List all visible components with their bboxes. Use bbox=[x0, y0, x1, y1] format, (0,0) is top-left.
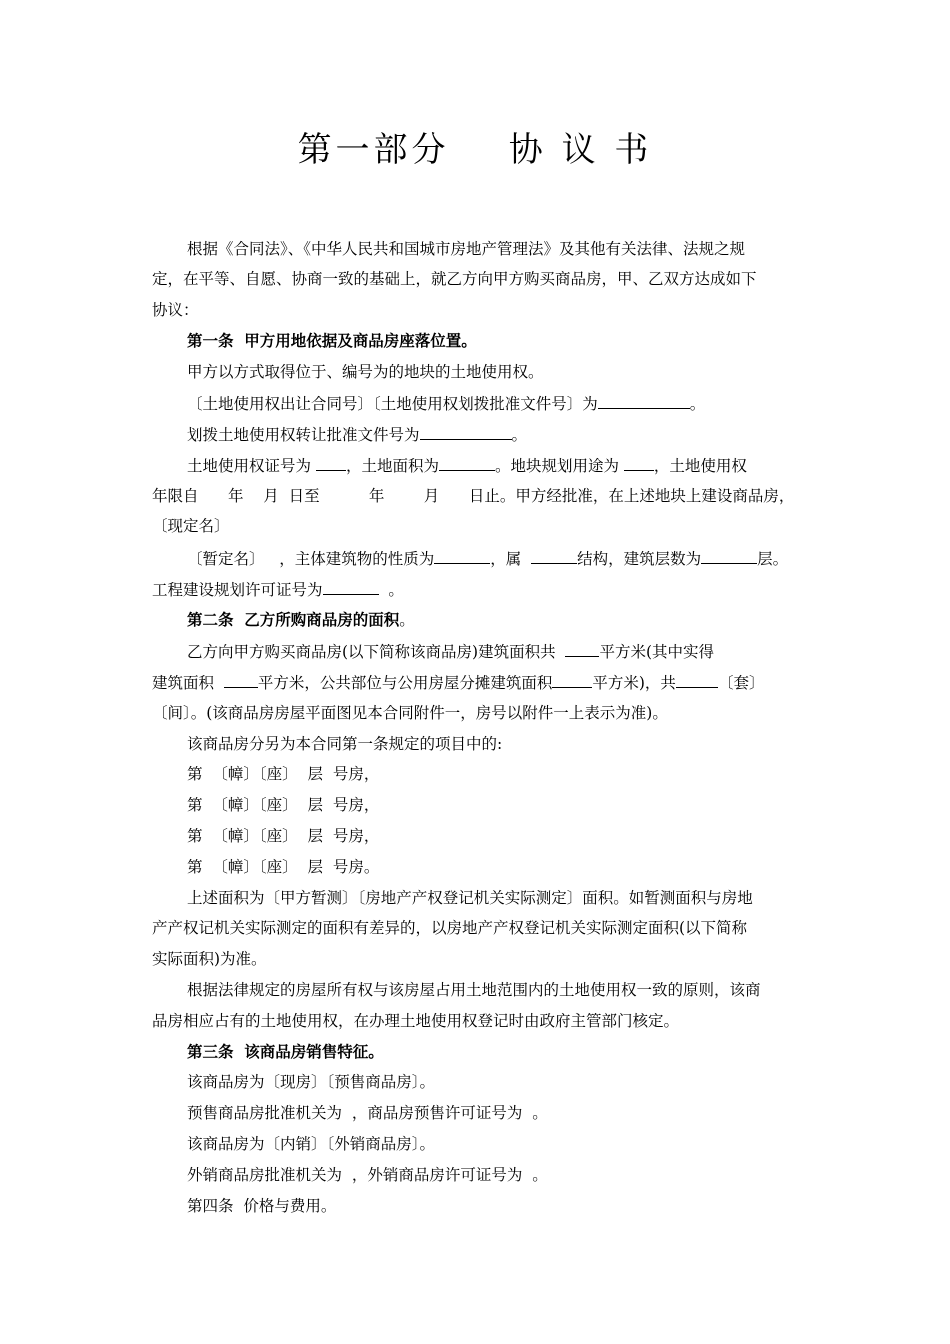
fill-blank bbox=[624, 455, 654, 471]
article-2-heading: 第二条 乙方所购商品房的面积。 bbox=[187, 611, 415, 629]
fill-blank bbox=[701, 548, 757, 564]
area-paragraph-line-1: 上述面积为〔甲方暂测〕〔房地产产权登记机关实际测定〕面积。如暂测面积与房地 bbox=[187, 889, 753, 907]
fill-blank bbox=[598, 393, 690, 409]
article-3-line-3: 该商品房为〔内销〕〔外销商品房〕。 bbox=[187, 1135, 436, 1153]
fill-blank bbox=[552, 672, 592, 688]
unit-line: 第 〔幛〕〔座〕 层 号房， bbox=[187, 765, 380, 783]
article-2-line-2: 建筑面积 平方米，公共部位与公用房屋分摊建筑面积 平方米)，共 〔套〕 bbox=[152, 674, 765, 692]
intro-line-2: 定，在平等、自愿、协商一致的基础上，就乙方向甲方购买商品房，甲、乙双方达成如下 bbox=[152, 270, 757, 288]
article-1-line-8: 工程建设规划许可证号为 。 bbox=[152, 581, 404, 599]
land-paragraph-line-2: 品房相应占有的土地使用权，在办理土地使用权登记时由政府主管部门核定。 bbox=[152, 1012, 680, 1030]
fill-blank bbox=[565, 641, 599, 657]
article-1-heading: 第一条 甲方用地依据及商品房座落位置。 bbox=[187, 332, 477, 350]
article-1-line-4: 土地使用权证号为 ，土地面积为 。地块规划用途为 ，土地使用权 bbox=[187, 457, 747, 475]
article-3-line-2: 预售商品房批准机关为 ，商品房预售许可证号为 。 bbox=[187, 1104, 548, 1122]
article-1-line-2: 〔土地使用权出让合同号〕〔土地使用权划拨批准文件号〕为 。 bbox=[187, 395, 706, 413]
intro-line-1: 根据《合同法》、《中华人民共和国城市房地产管理法》及其他有关法律、法规之规 bbox=[187, 240, 746, 258]
unit-line: 第 〔幛〕〔座〕 层 号房， bbox=[187, 827, 380, 845]
fill-blank bbox=[420, 424, 512, 440]
article-1-line-6: 〔现定名〕 bbox=[152, 517, 230, 535]
intro-line-3: 协议： bbox=[152, 301, 199, 319]
unit-line: 第 〔幛〕〔座〕 层 号房， bbox=[187, 796, 380, 814]
fill-blank bbox=[224, 672, 258, 688]
article-3-heading: 第三条 该商品房销售特征。 bbox=[187, 1043, 384, 1061]
unit-line: 第 〔幛〕〔座〕 层 号房。 bbox=[187, 858, 380, 876]
article-3-line-1: 该商品房为〔现房〕〔预售商品房〕。 bbox=[187, 1073, 436, 1091]
article-1-line-3: 划拨土地使用权转让批准文件号为 。 bbox=[187, 426, 528, 444]
article-2-line-4: 该商品房分另为本合同第一条规定的项目中的: bbox=[187, 735, 503, 753]
article-2-line-1: 乙方向甲方购买商品房(以下简称该商品房)建筑面积共 平方米(其中实得 bbox=[187, 643, 715, 661]
fill-blank bbox=[316, 455, 346, 471]
area-paragraph-line-2: 产产权记机关实际测定的面积有差异的，以房地产产权登记机关实际测定面积(以下简称 bbox=[152, 919, 748, 937]
article-1-line-1: 甲方以方式取得位于、编号为的地块的土地使用权。 bbox=[187, 363, 544, 381]
article-4-heading: 第四条 价格与费用。 bbox=[187, 1197, 337, 1215]
page-title: 第一部分 协 议 书 bbox=[297, 130, 653, 170]
article-1-line-7: 〔暂定名〕 ，主体建筑物的性质为 ，属 结构，建筑层数为 层。 bbox=[187, 550, 789, 568]
article-1-line-5: 年限自 年 月 日至 年 月 日止。甲方经批准，在上述地块上建设商品房， bbox=[152, 487, 795, 505]
article-3-line-4: 外销商品房批准机关为 ，外销商品房许可证号为 。 bbox=[187, 1166, 548, 1184]
article-2-line-3: 〔间〕。(该商品房房屋平面图见本合同附件一，房号以附件一上表示为准)。 bbox=[152, 704, 668, 722]
area-paragraph-line-3: 实际面积)为准。 bbox=[152, 950, 267, 968]
fill-blank bbox=[676, 672, 718, 688]
land-paragraph-line-1: 根据法律规定的房屋所有权与该房屋占用土地范围内的土地使用权一致的原则，该商 bbox=[187, 981, 761, 999]
fill-blank bbox=[323, 579, 379, 595]
fill-blank bbox=[434, 548, 490, 564]
fill-blank bbox=[439, 455, 495, 471]
fill-blank bbox=[531, 548, 577, 564]
